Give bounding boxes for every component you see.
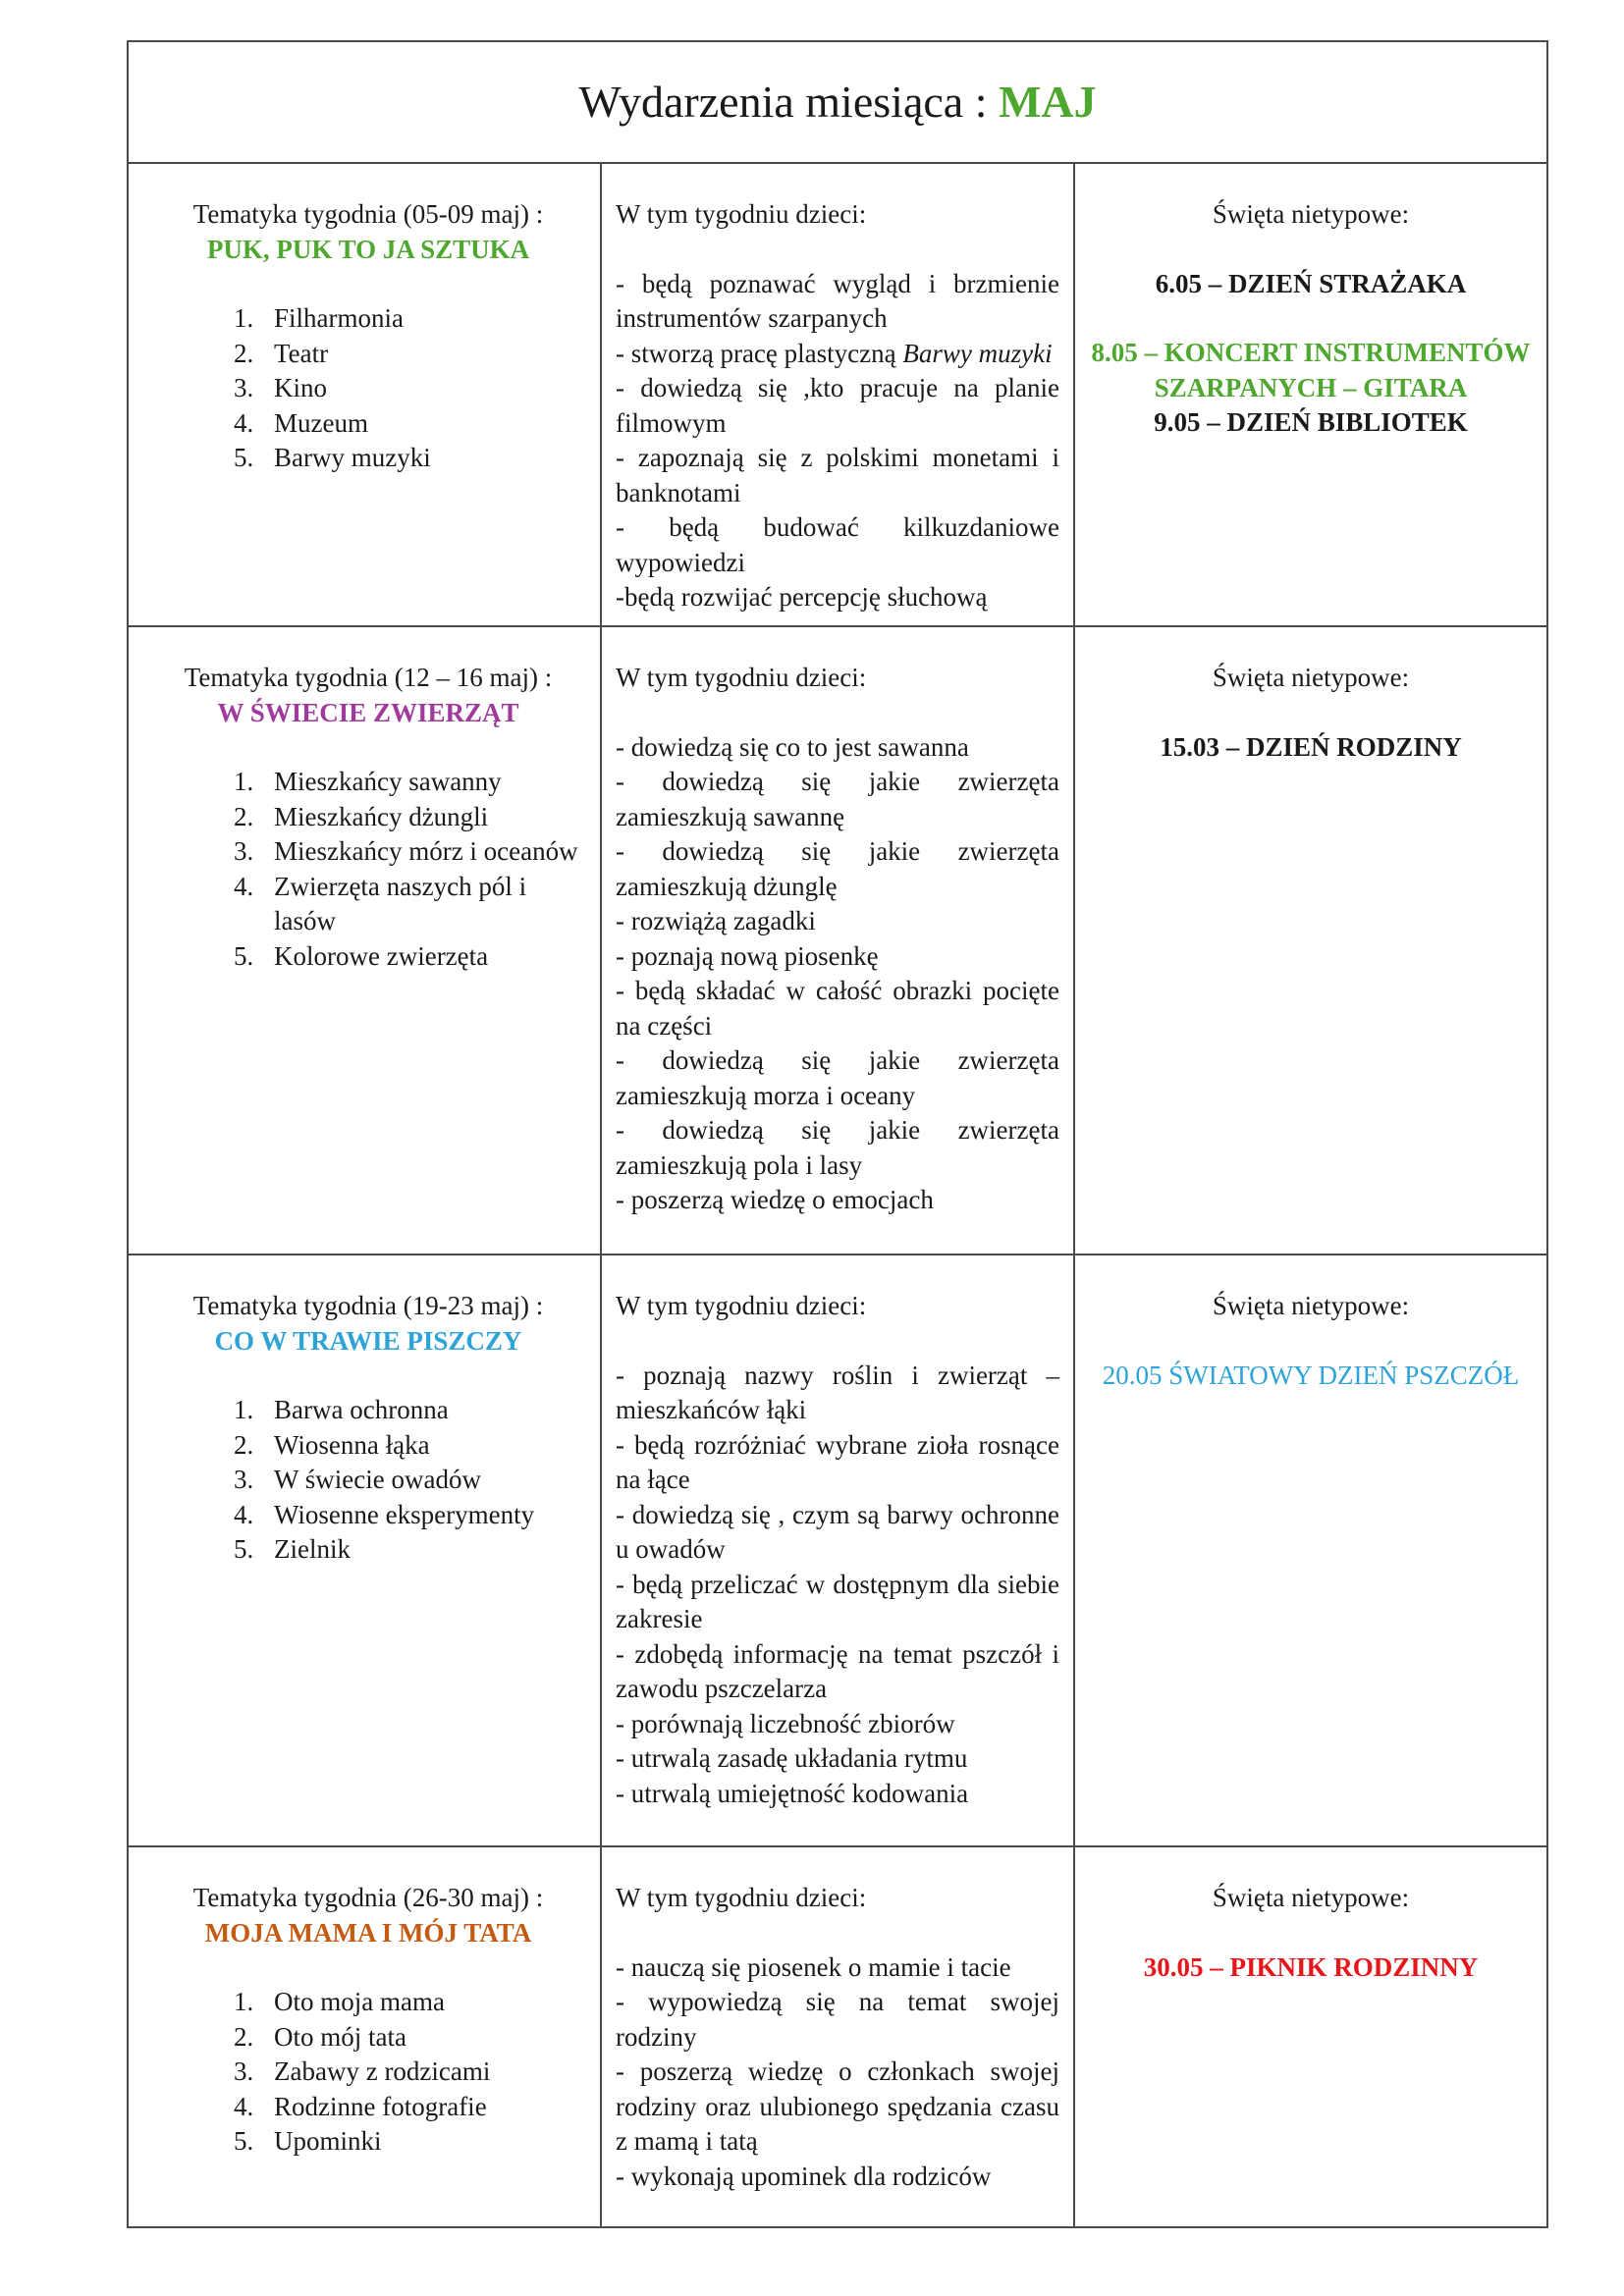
topic-item: 4. Zwierzęta naszych pól i lasów — [260, 870, 590, 939]
topic-item: 4. Wiosenne eksperymenty — [260, 1498, 590, 1533]
task-item: - zdobędą informację na temat pszczół i zawodu pszczelarza — [616, 1638, 1059, 1703]
topic-list — [146, 765, 590, 974]
task-item: - zapoznają się z polskimi monetami i banknotami — [616, 443, 1059, 507]
topic-item: 3. Mieszkańcy mórz i oceanów — [260, 834, 590, 870]
task-item: - dowiedzą się jakie zwierzęta zamieszkują sawannę — [616, 767, 1059, 831]
week-holidays-cell — [1074, 626, 1547, 1255]
tasks-intro: W tym tygodniu dzieci: — [616, 1883, 867, 1912]
theme-intro: Tematyka tygodnia (19-23 maj) : — [192, 1291, 544, 1320]
topic-item: 1. Filharmonia — [260, 301, 590, 337]
task-item: - dowiedzą się jakie zwierzęta zamieszkują dżunglę — [616, 836, 1059, 901]
task-item: - rozwiążą zagadki — [616, 906, 816, 935]
topic-item: 3. Kino — [260, 371, 590, 406]
topic-item: 1. Barwa ochronna — [260, 1393, 590, 1428]
theme-name: PUK, PUK TO JA SZTUKA — [206, 234, 530, 264]
tasks-intro: W tym tygodniu dzieci: — [616, 199, 867, 229]
task-item: - będą rozróżniać wybrane zioła rosnące na łące — [616, 1429, 1059, 1494]
theme-intro: Tematyka tygodnia (05-09 maj) : — [192, 199, 544, 229]
topic-list — [146, 1985, 590, 2160]
theme-name: CO W TRAWIE PISZCZY — [214, 1325, 522, 1356]
task-item: - będą poznawać wygląd i brzmienie instrumentów szarpanych — [616, 268, 1059, 333]
task-item: - będą składać w całość obrazki pocięte na części — [616, 976, 1059, 1041]
task-item: - poznają nazwy roślin i zwierząt – mieszkańców łąki — [616, 1360, 1059, 1424]
theme-name: W ŚWIECIE ZWIERZĄT — [217, 697, 519, 727]
topic-item: 2. Wiosenna łąka — [260, 1428, 590, 1464]
topic-item: 4. Rodzinne fotografie — [260, 2090, 590, 2125]
task-item: - poznają nową piosenkę — [616, 940, 879, 971]
week-tasks-cell — [601, 1846, 1074, 2227]
task-item: - nauczą się piosenek o mamie i tacie — [616, 1951, 1011, 1982]
week-tasks-cell — [601, 163, 1074, 626]
week-tasks-cell — [601, 626, 1074, 1255]
holiday-item: 8.05 – KONCERT INSTRUMENTÓW SZARPANYCH – GITARA — [1091, 338, 1531, 402]
task-item: - będą przeliczać w dostępnym dla siebie zakresie — [616, 1569, 1059, 1633]
task-item: - utrwalą umiejętność kodowania — [616, 1778, 969, 1808]
topic-item: 1. Mieszkańcy sawanny — [260, 765, 590, 800]
week-tasks-cell — [601, 1255, 1074, 1846]
task-item: - poszerzą wiedzę o członkach swojej rodziny oraz ulubionego spędzania czasu z mamą i tatą — [616, 2056, 1059, 2156]
task-item — [616, 337, 1059, 372]
tasks-intro: W tym tygodniu dzieci: — [616, 1291, 867, 1320]
topic-list — [146, 301, 590, 476]
title-prefix: Wydarzenia miesiąca : — [578, 77, 999, 127]
task-item: - wykonają upominek dla rodziców — [616, 2161, 992, 2191]
holidays-intro: Święta nietypowe: — [1212, 199, 1410, 229]
theme-intro: Tematyka tygodnia (26-30 maj) : — [192, 1883, 544, 1912]
task-item: - utrwalą zasadę układania rytmu — [616, 1743, 968, 1773]
task-item: - poszerzą wiedzę o emocjach — [616, 1185, 934, 1214]
topic-item: 1. Oto moja mama — [260, 1985, 590, 2020]
theme-name: MOJA MAMA I MÓJ TATA — [204, 1917, 532, 1948]
page-title — [128, 41, 1547, 163]
week-holidays-cell — [1074, 163, 1547, 626]
topic-item: 4. Muzeum — [260, 406, 590, 442]
title-month: MAJ — [998, 77, 1097, 127]
topic-item: 5. Barwy muzyki — [260, 441, 590, 476]
topic-item: 2. Mieszkańcy dżungli — [260, 800, 590, 835]
topic-item: 2. Teatr — [260, 337, 590, 372]
week-row — [128, 163, 1547, 626]
task-item: - dowiedzą się ,kto pracuje na planie filmowym — [616, 373, 1059, 438]
holiday-item: 20.05 ŚWIATOWY DZIEŃ PSZCZÓŁ — [1102, 1360, 1520, 1390]
task-italic-title: Barwy muzyki — [902, 338, 1053, 368]
task-item: - wypowiedzą się na temat swojej rodziny — [616, 1987, 1059, 2052]
holidays-intro: Święta nietypowe: — [1212, 1883, 1410, 1912]
holiday-item: 15.03 – DZIEŃ RODZINY — [1160, 731, 1462, 762]
topic-item: 3. Zabawy z rodzicami — [260, 2055, 590, 2090]
topic-item: 2. Oto mój tata — [260, 2020, 590, 2056]
holidays-intro: Święta nietypowe: — [1212, 1291, 1410, 1320]
task-item: - porównają liczebność zbiorów — [616, 1708, 955, 1738]
week-row — [128, 1255, 1547, 1846]
week-holidays-cell — [1074, 1255, 1547, 1846]
topic-item: 3. W świecie owadów — [260, 1463, 590, 1498]
task-item: - będą budować kilkuzdaniowe wypowiedzi — [616, 512, 1059, 577]
holiday-item: 30.05 – PIKNIK RODZINNY — [1143, 1951, 1479, 1982]
topic-item: 5. Kolorowe zwierzęta — [260, 939, 590, 975]
topic-item: 5. Zielnik — [260, 1532, 590, 1568]
holiday-item: 6.05 – DZIEŃ STRAŻAKA — [1155, 268, 1467, 298]
week-row — [128, 1846, 1547, 2227]
holiday-item: 9.05 – DZIEŃ BIBLIOTEK — [1154, 407, 1468, 437]
week-theme-cell — [128, 1255, 601, 1846]
task-text: - stworzą pracę plastyczną — [616, 338, 903, 368]
task-item: - dowiedzą się jakie zwierzęta zamieszkują pola i lasy — [616, 1115, 1059, 1180]
task-item: - dowiedzą się , czym są barwy ochronne u owadów — [616, 1499, 1059, 1564]
tasks-intro: W tym tygodniu dzieci: — [616, 663, 867, 692]
week-theme-cell — [128, 1846, 601, 2227]
page — [127, 40, 1548, 2228]
holidays-intro: Święta nietypowe: — [1212, 663, 1410, 692]
topic-item: 5. Upominki — [260, 2124, 590, 2160]
topic-list — [146, 1393, 590, 1568]
week-theme-cell — [128, 163, 601, 626]
task-item: - dowiedzą się co to jest sawanna — [616, 731, 969, 762]
theme-intro: Tematyka tygodnia (12 – 16 maj) : — [184, 663, 553, 692]
task-item: -będą rozwijać percepcję słuchową — [616, 582, 988, 612]
task-item: - dowiedzą się jakie zwierzęta zamieszkują morza i oceany — [616, 1045, 1059, 1110]
week-row — [128, 626, 1547, 1255]
monthly-events-table — [127, 40, 1548, 2228]
week-theme-cell — [128, 626, 601, 1255]
week-holidays-cell — [1074, 1846, 1547, 2227]
